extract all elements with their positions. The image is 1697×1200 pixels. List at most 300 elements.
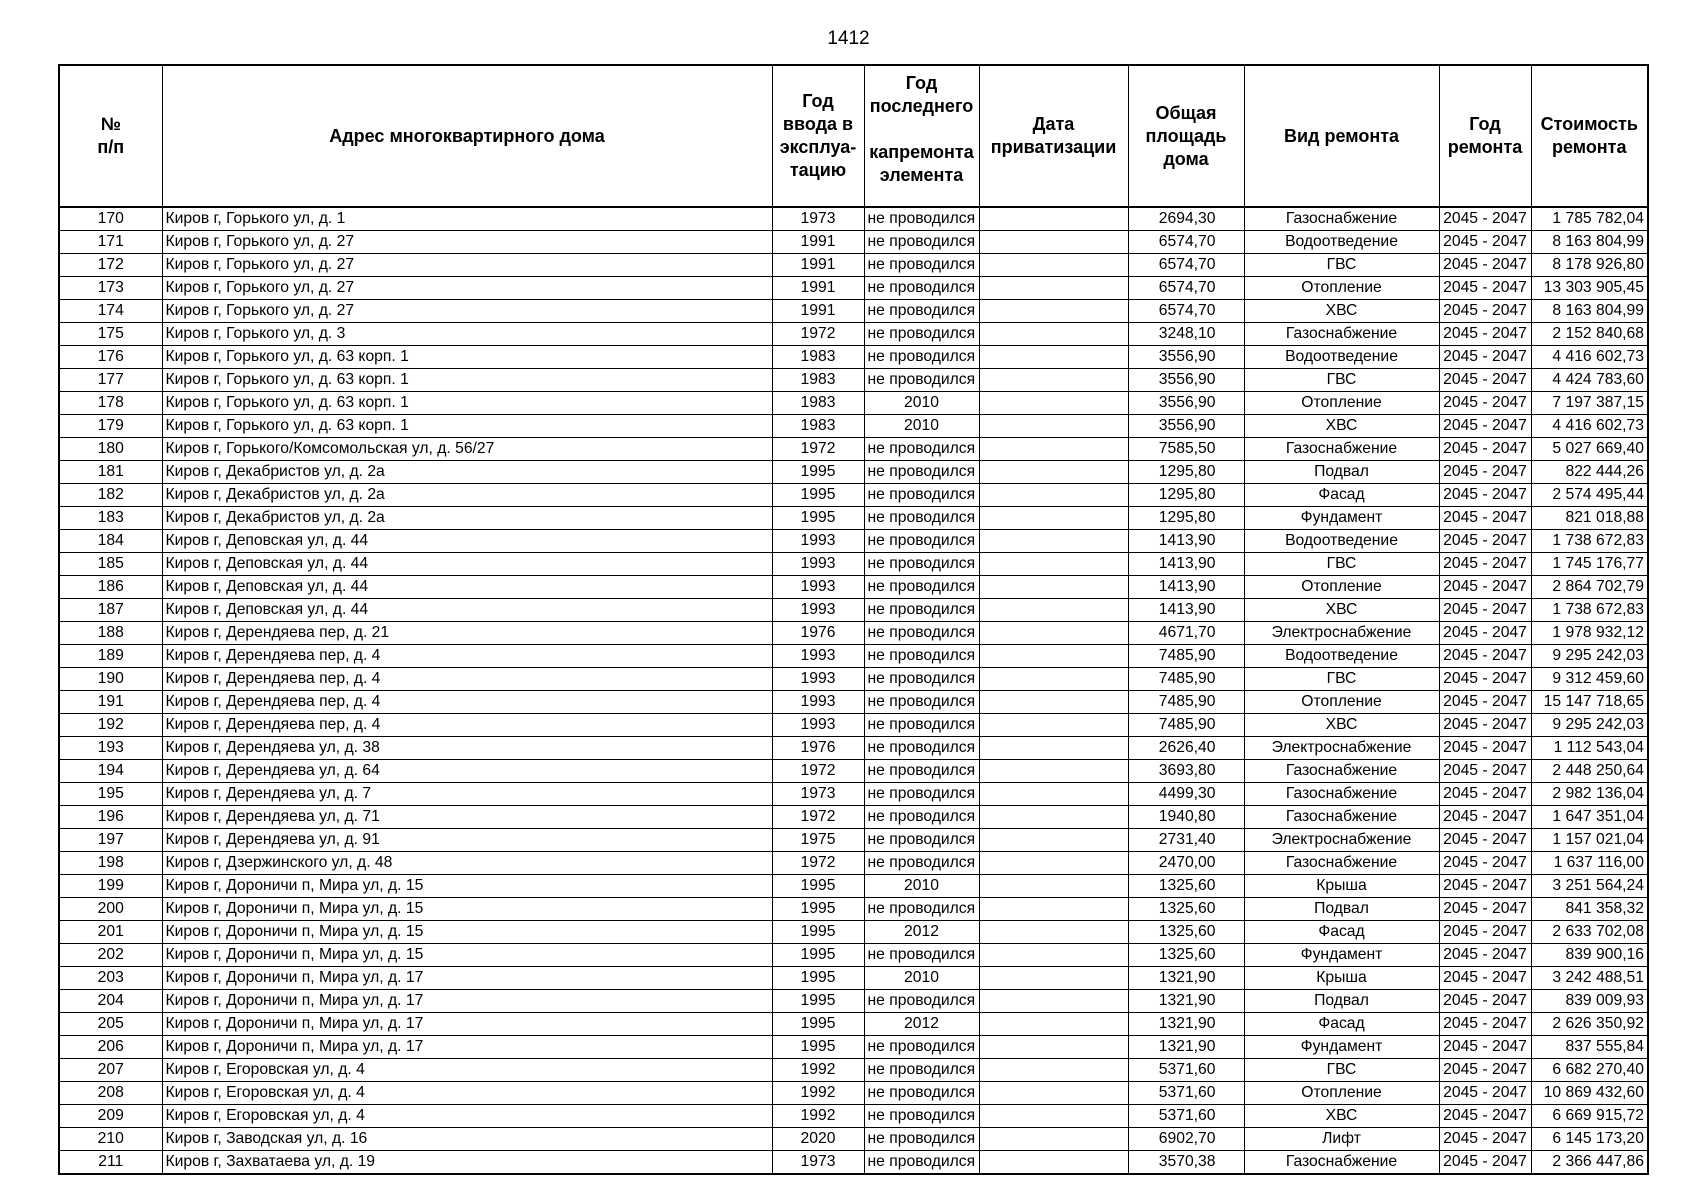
cell-area: 1325,60	[1128, 898, 1244, 921]
cell-year-built: 2020	[772, 1128, 864, 1151]
cell-address: Киров г, Дороничи п, Мира ул, д. 17	[162, 1036, 772, 1059]
cell-area: 6574,70	[1128, 277, 1244, 300]
cell-year-built: 1993	[772, 599, 864, 622]
table-row	[59, 921, 1648, 944]
cell-repair-year: 2045 - 2047	[1439, 737, 1531, 760]
cell-repair-type: ГВС	[1244, 668, 1439, 691]
cell-cost: 3 251 564,24	[1531, 875, 1648, 898]
cell-year-built: 1995	[772, 990, 864, 1013]
table-row	[59, 438, 1648, 461]
cell-year-cap: не проводился	[864, 737, 979, 760]
cell-address: Киров г, Дерендяева ул, д. 64	[162, 760, 772, 783]
cell-year-cap: не проводился	[864, 323, 979, 346]
cell-year-cap: не проводился	[864, 530, 979, 553]
table-row	[59, 369, 1648, 392]
cell-year-cap: 2010	[864, 875, 979, 898]
cell-cost: 1 637 116,00	[1531, 852, 1648, 875]
cell-priv-date	[979, 1151, 1128, 1175]
cell-repair-year: 2045 - 2047	[1439, 691, 1531, 714]
cell-priv-date	[979, 1105, 1128, 1128]
cell-repair-type: Водоотведение	[1244, 231, 1439, 254]
cell-area: 1295,80	[1128, 461, 1244, 484]
cell-cost: 1 112 543,04	[1531, 737, 1648, 760]
cell-cost: 2 152 840,68	[1531, 323, 1648, 346]
cell-repair-type: Фундамент	[1244, 944, 1439, 967]
header-repair-year: Год ремонта	[1439, 65, 1531, 207]
cell-repair-type: Подвал	[1244, 898, 1439, 921]
cell-year-cap: не проводился	[864, 1105, 979, 1128]
cell-repair-year: 2045 - 2047	[1439, 622, 1531, 645]
cell-cost: 1 745 176,77	[1531, 553, 1648, 576]
cell-area: 7485,90	[1128, 714, 1244, 737]
cell-cost: 10 869 432,60	[1531, 1082, 1648, 1105]
cell-year-cap: не проводился	[864, 599, 979, 622]
cell-priv-date	[979, 323, 1128, 346]
table-row	[59, 714, 1648, 737]
cell-area: 4671,70	[1128, 622, 1244, 645]
cell-num: 206	[59, 1036, 162, 1059]
header-repair-type: Вид ремонта	[1244, 65, 1439, 207]
cell-year-built: 1972	[772, 806, 864, 829]
cell-priv-date	[979, 944, 1128, 967]
cell-area: 1321,90	[1128, 990, 1244, 1013]
cell-cost: 2 633 702,08	[1531, 921, 1648, 944]
cell-priv-date	[979, 530, 1128, 553]
cell-area: 6574,70	[1128, 254, 1244, 277]
cell-address: Киров г, Дороничи п, Мира ул, д. 15	[162, 875, 772, 898]
cell-area: 1413,90	[1128, 553, 1244, 576]
cell-num: 173	[59, 277, 162, 300]
cell-priv-date	[979, 277, 1128, 300]
cell-repair-type: ХВС	[1244, 714, 1439, 737]
table-row	[59, 760, 1648, 783]
cell-repair-type: Газоснабжение	[1244, 323, 1439, 346]
cell-area: 2694,30	[1128, 207, 1244, 231]
cell-repair-type: Электроснабжение	[1244, 622, 1439, 645]
cell-repair-year: 2045 - 2047	[1439, 829, 1531, 852]
cell-repair-type: Фасад	[1244, 921, 1439, 944]
cell-repair-year: 2045 - 2047	[1439, 714, 1531, 737]
cell-repair-year: 2045 - 2047	[1439, 783, 1531, 806]
cell-year-built: 1995	[772, 461, 864, 484]
cell-year-cap: не проводился	[864, 1151, 979, 1175]
page-number: 1412	[827, 28, 870, 49]
cell-cost: 2 366 447,86	[1531, 1151, 1648, 1175]
header-cost: Стоимость ремонта	[1531, 65, 1648, 207]
cell-year-built: 1991	[772, 254, 864, 277]
cell-num: 201	[59, 921, 162, 944]
cell-repair-type: ХВС	[1244, 1105, 1439, 1128]
cell-address: Киров г, Дороничи п, Мира ул, д. 17	[162, 1013, 772, 1036]
table-row	[59, 990, 1648, 1013]
table-row	[59, 1105, 1648, 1128]
cell-year-built: 1992	[772, 1059, 864, 1082]
cell-num: 186	[59, 576, 162, 599]
cell-year-built: 1983	[772, 346, 864, 369]
cell-area: 1295,80	[1128, 507, 1244, 530]
cell-priv-date	[979, 783, 1128, 806]
cell-repair-type: Отопление	[1244, 1082, 1439, 1105]
cell-address: Киров г, Горького ул, д. 27	[162, 277, 772, 300]
cell-repair-year: 2045 - 2047	[1439, 1151, 1531, 1175]
cell-repair-type: ГВС	[1244, 1059, 1439, 1082]
cell-year-built: 1995	[772, 944, 864, 967]
cell-area: 3556,90	[1128, 369, 1244, 392]
table-header	[59, 65, 1648, 207]
table-row	[59, 783, 1648, 806]
cell-year-built: 1991	[772, 231, 864, 254]
cell-address: Киров г, Егоровская ул, д. 4	[162, 1105, 772, 1128]
cell-priv-date	[979, 438, 1128, 461]
cell-year-built: 1993	[772, 576, 864, 599]
cell-priv-date	[979, 829, 1128, 852]
cell-address: Киров г, Горького ул, д. 63 корп. 1	[162, 346, 772, 369]
cell-address: Киров г, Заводская ул, д. 16	[162, 1128, 772, 1151]
cell-address: Киров г, Дерендяева пер, д. 4	[162, 691, 772, 714]
table-row	[59, 461, 1648, 484]
cell-address: Киров г, Дороничи п, Мира ул, д. 15	[162, 898, 772, 921]
cell-num: 172	[59, 254, 162, 277]
cell-year-built: 1993	[772, 691, 864, 714]
cell-repair-year: 2045 - 2047	[1439, 254, 1531, 277]
cell-year-cap: не проводился	[864, 576, 979, 599]
cell-area: 3556,90	[1128, 346, 1244, 369]
cell-num: 191	[59, 691, 162, 714]
table-row	[59, 1151, 1648, 1175]
cell-cost: 15 147 718,65	[1531, 691, 1648, 714]
table-row	[59, 484, 1648, 507]
cell-repair-type: Отопление	[1244, 392, 1439, 415]
cell-address: Киров г, Дороничи п, Мира ул, д. 17	[162, 990, 772, 1013]
cell-num: 197	[59, 829, 162, 852]
cell-year-cap: не проводился	[864, 1082, 979, 1105]
cell-year-built: 1973	[772, 1151, 864, 1175]
cell-repair-year: 2045 - 2047	[1439, 599, 1531, 622]
cell-address: Киров г, Егоровская ул, д. 4	[162, 1082, 772, 1105]
cell-year-built: 1992	[772, 1082, 864, 1105]
cell-address: Киров г, Дерендяева ул, д. 71	[162, 806, 772, 829]
cell-repair-year: 2045 - 2047	[1439, 438, 1531, 461]
cell-repair-type: Газоснабжение	[1244, 783, 1439, 806]
cell-address: Киров г, Деповская ул, д. 44	[162, 530, 772, 553]
cell-address: Киров г, Дороничи п, Мира ул, д. 15	[162, 944, 772, 967]
cell-address: Киров г, Егоровская ул, д. 4	[162, 1059, 772, 1082]
cell-cost: 2 448 250,64	[1531, 760, 1648, 783]
cell-area: 5371,60	[1128, 1105, 1244, 1128]
cell-year-cap: не проводился	[864, 1059, 979, 1082]
cell-year-built: 1991	[772, 277, 864, 300]
cell-repair-year: 2045 - 2047	[1439, 369, 1531, 392]
cell-priv-date	[979, 1082, 1128, 1105]
cell-address: Киров г, Горького ул, д. 27	[162, 300, 772, 323]
cell-priv-date	[979, 691, 1128, 714]
cell-year-cap: не проводился	[864, 254, 979, 277]
table-row	[59, 1128, 1648, 1151]
table-row	[59, 829, 1648, 852]
cell-num: 179	[59, 415, 162, 438]
cell-repair-year: 2045 - 2047	[1439, 1036, 1531, 1059]
cell-priv-date	[979, 898, 1128, 921]
cell-area: 7585,50	[1128, 438, 1244, 461]
cell-num: 178	[59, 392, 162, 415]
cell-repair-type: Газоснабжение	[1244, 760, 1439, 783]
cell-num: 198	[59, 852, 162, 875]
cell-repair-year: 2045 - 2047	[1439, 231, 1531, 254]
cell-repair-type: Крыша	[1244, 875, 1439, 898]
cell-repair-type: Крыша	[1244, 967, 1439, 990]
cell-repair-type: ХВС	[1244, 415, 1439, 438]
cell-address: Киров г, Горького ул, д. 1	[162, 207, 772, 231]
cell-num: 196	[59, 806, 162, 829]
cell-year-cap: не проводился	[864, 438, 979, 461]
header-area: Общая площадь дома	[1128, 65, 1244, 207]
cell-year-built: 1972	[772, 852, 864, 875]
cell-repair-year: 2045 - 2047	[1439, 760, 1531, 783]
cell-repair-type: Подвал	[1244, 990, 1439, 1013]
cell-repair-year: 2045 - 2047	[1439, 1128, 1531, 1151]
cell-area: 1413,90	[1128, 599, 1244, 622]
cell-cost: 821 018,88	[1531, 507, 1648, 530]
cell-year-cap: не проводился	[864, 668, 979, 691]
cell-year-cap: не проводился	[864, 300, 979, 323]
cell-repair-type: Водоотведение	[1244, 346, 1439, 369]
cell-area: 7485,90	[1128, 668, 1244, 691]
cell-priv-date	[979, 714, 1128, 737]
cell-repair-type: Электроснабжение	[1244, 829, 1439, 852]
cell-num: 200	[59, 898, 162, 921]
cell-year-built: 1983	[772, 369, 864, 392]
cell-year-cap: не проводился	[864, 231, 979, 254]
cell-num: 203	[59, 967, 162, 990]
cell-cost: 4 416 602,73	[1531, 346, 1648, 369]
cell-repair-year: 2045 - 2047	[1439, 300, 1531, 323]
cell-priv-date	[979, 369, 1128, 392]
cell-priv-date	[979, 254, 1128, 277]
cell-cost: 8 178 926,80	[1531, 254, 1648, 277]
cell-year-built: 1995	[772, 1013, 864, 1036]
cell-repair-type: ХВС	[1244, 300, 1439, 323]
cell-area: 1325,60	[1128, 944, 1244, 967]
cell-address: Киров г, Горького ул, д. 63 корп. 1	[162, 369, 772, 392]
header-year-built: Год ввода в эксплуа-тацию	[772, 65, 864, 207]
cell-year-cap: не проводился	[864, 898, 979, 921]
cell-cost: 4 416 602,73	[1531, 415, 1648, 438]
cell-address: Киров г, Дерендяева пер, д. 4	[162, 668, 772, 691]
cell-repair-year: 2045 - 2047	[1439, 921, 1531, 944]
cell-year-cap: не проводился	[864, 691, 979, 714]
cell-cost: 1 978 932,12	[1531, 622, 1648, 645]
cell-repair-year: 2045 - 2047	[1439, 1013, 1531, 1036]
cell-cost: 7 197 387,15	[1531, 392, 1648, 415]
table-body	[59, 207, 1648, 1174]
cell-year-built: 1995	[772, 967, 864, 990]
cell-repair-year: 2045 - 2047	[1439, 990, 1531, 1013]
cell-year-built: 1995	[772, 875, 864, 898]
cell-address: Киров г, Горького ул, д. 27	[162, 231, 772, 254]
cell-num: 194	[59, 760, 162, 783]
cell-cost: 2 626 350,92	[1531, 1013, 1648, 1036]
table-row	[59, 944, 1648, 967]
cell-repair-type: Отопление	[1244, 576, 1439, 599]
cell-num: 202	[59, 944, 162, 967]
table-row	[59, 507, 1648, 530]
cell-repair-year: 2045 - 2047	[1439, 967, 1531, 990]
table-row	[59, 530, 1648, 553]
cell-priv-date	[979, 484, 1128, 507]
cell-area: 1940,80	[1128, 806, 1244, 829]
cell-num: 193	[59, 737, 162, 760]
cell-year-cap: не проводился	[864, 990, 979, 1013]
table-row	[59, 691, 1648, 714]
cell-year-cap: не проводился	[864, 944, 979, 967]
cell-year-built: 1995	[772, 921, 864, 944]
cell-repair-type: Лифт	[1244, 1128, 1439, 1151]
cell-address: Киров г, Горького ул, д. 27	[162, 254, 772, 277]
cell-year-cap: не проводился	[864, 346, 979, 369]
cell-year-built: 1972	[772, 760, 864, 783]
cell-priv-date	[979, 576, 1128, 599]
cell-year-cap: не проводился	[864, 645, 979, 668]
table-row	[59, 806, 1648, 829]
cell-num: 190	[59, 668, 162, 691]
cell-repair-year: 2045 - 2047	[1439, 875, 1531, 898]
cell-num: 175	[59, 323, 162, 346]
cell-address: Киров г, Горького ул, д. 3	[162, 323, 772, 346]
cell-num: 176	[59, 346, 162, 369]
cell-repair-year: 2045 - 2047	[1439, 277, 1531, 300]
cell-repair-year: 2045 - 2047	[1439, 530, 1531, 553]
cell-repair-type: Фасад	[1244, 484, 1439, 507]
cell-cost: 837 555,84	[1531, 1036, 1648, 1059]
table-row	[59, 346, 1648, 369]
header-year-cap: Год последнего капремонта элемента	[864, 65, 979, 207]
cell-year-cap: не проводился	[864, 369, 979, 392]
cell-num: 187	[59, 599, 162, 622]
cell-area: 2731,40	[1128, 829, 1244, 852]
cell-area: 3693,80	[1128, 760, 1244, 783]
cell-address: Киров г, Захватаева ул, д. 19	[162, 1151, 772, 1175]
header-address: Адрес многоквартирного дома	[162, 65, 772, 207]
cell-cost: 839 900,16	[1531, 944, 1648, 967]
cell-area: 3556,90	[1128, 392, 1244, 415]
cell-year-built: 1976	[772, 622, 864, 645]
cell-area: 3248,10	[1128, 323, 1244, 346]
cell-repair-type: Фундамент	[1244, 1036, 1439, 1059]
cell-repair-year: 2045 - 2047	[1439, 944, 1531, 967]
cell-area: 3570,38	[1128, 1151, 1244, 1175]
cell-address: Киров г, Декабристов ул, д. 2а	[162, 507, 772, 530]
cell-year-built: 1995	[772, 898, 864, 921]
cell-num: 177	[59, 369, 162, 392]
header-priv-date: Дата приватизации	[979, 65, 1128, 207]
cell-priv-date	[979, 507, 1128, 530]
cell-address: Киров г, Дерендяева пер, д. 4	[162, 645, 772, 668]
cell-year-built: 1973	[772, 783, 864, 806]
cell-address: Киров г, Деповская ул, д. 44	[162, 599, 772, 622]
cell-year-cap: 2010	[864, 392, 979, 415]
cell-cost: 1 647 351,04	[1531, 806, 1648, 829]
cell-priv-date	[979, 207, 1128, 231]
cell-address: Киров г, Дерендяева пер, д. 21	[162, 622, 772, 645]
cell-repair-type: Фасад	[1244, 1013, 1439, 1036]
cell-num: 192	[59, 714, 162, 737]
cell-repair-type: ХВС	[1244, 599, 1439, 622]
cell-cost: 1 738 672,83	[1531, 599, 1648, 622]
cell-repair-type: Газоснабжение	[1244, 852, 1439, 875]
cell-repair-year: 2045 - 2047	[1439, 415, 1531, 438]
cell-cost: 822 444,26	[1531, 461, 1648, 484]
cell-num: 170	[59, 207, 162, 231]
cell-repair-year: 2045 - 2047	[1439, 852, 1531, 875]
cell-cost: 9 312 459,60	[1531, 668, 1648, 691]
cell-year-cap: не проводился	[864, 207, 979, 231]
cell-num: 189	[59, 645, 162, 668]
table-row	[59, 737, 1648, 760]
cell-num: 181	[59, 461, 162, 484]
cell-num: 205	[59, 1013, 162, 1036]
cell-address: Киров г, Горького ул, д. 63 корп. 1	[162, 415, 772, 438]
cell-area: 2470,00	[1128, 852, 1244, 875]
cell-cost: 4 424 783,60	[1531, 369, 1648, 392]
table-row	[59, 300, 1648, 323]
cell-repair-year: 2045 - 2047	[1439, 484, 1531, 507]
cell-area: 1413,90	[1128, 530, 1244, 553]
cell-area: 6574,70	[1128, 231, 1244, 254]
cell-year-cap: не проводился	[864, 806, 979, 829]
cell-priv-date	[979, 760, 1128, 783]
header-num: № п/п	[59, 65, 162, 207]
cell-address: Киров г, Дерендяева ул, д. 7	[162, 783, 772, 806]
cell-area: 1321,90	[1128, 1036, 1244, 1059]
table-row	[59, 254, 1648, 277]
cell-cost: 1 738 672,83	[1531, 530, 1648, 553]
cell-repair-year: 2045 - 2047	[1439, 1105, 1531, 1128]
cell-year-cap: не проводился	[864, 829, 979, 852]
table-row	[59, 967, 1648, 990]
cell-address: Киров г, Горького/Комсомольская ул, д. 56/27	[162, 438, 772, 461]
cell-address: Киров г, Дороничи п, Мира ул, д. 17	[162, 967, 772, 990]
cell-repair-type: Подвал	[1244, 461, 1439, 484]
table-row	[59, 852, 1648, 875]
cell-priv-date	[979, 1059, 1128, 1082]
cell-repair-type: Отопление	[1244, 691, 1439, 714]
cell-year-built: 1983	[772, 392, 864, 415]
cell-repair-year: 2045 - 2047	[1439, 392, 1531, 415]
cell-area: 5371,60	[1128, 1082, 1244, 1105]
cell-priv-date	[979, 668, 1128, 691]
cell-area: 1321,90	[1128, 967, 1244, 990]
cell-repair-year: 2045 - 2047	[1439, 553, 1531, 576]
cell-year-cap: не проводился	[864, 852, 979, 875]
cell-cost: 5 027 669,40	[1531, 438, 1648, 461]
repair-table	[58, 64, 1649, 1175]
cell-year-cap: не проводился	[864, 714, 979, 737]
cell-area: 7485,90	[1128, 645, 1244, 668]
cell-area: 6574,70	[1128, 300, 1244, 323]
cell-repair-year: 2045 - 2047	[1439, 668, 1531, 691]
cell-repair-type: Водоотведение	[1244, 645, 1439, 668]
cell-num: 207	[59, 1059, 162, 1082]
table-row	[59, 668, 1648, 691]
cell-repair-type: ГВС	[1244, 254, 1439, 277]
cell-num: 174	[59, 300, 162, 323]
table-row	[59, 875, 1648, 898]
cell-area: 6902,70	[1128, 1128, 1244, 1151]
cell-year-cap: не проводился	[864, 484, 979, 507]
cell-cost: 1 157 021,04	[1531, 829, 1648, 852]
cell-cost: 839 009,93	[1531, 990, 1648, 1013]
cell-year-cap: 2012	[864, 1013, 979, 1036]
